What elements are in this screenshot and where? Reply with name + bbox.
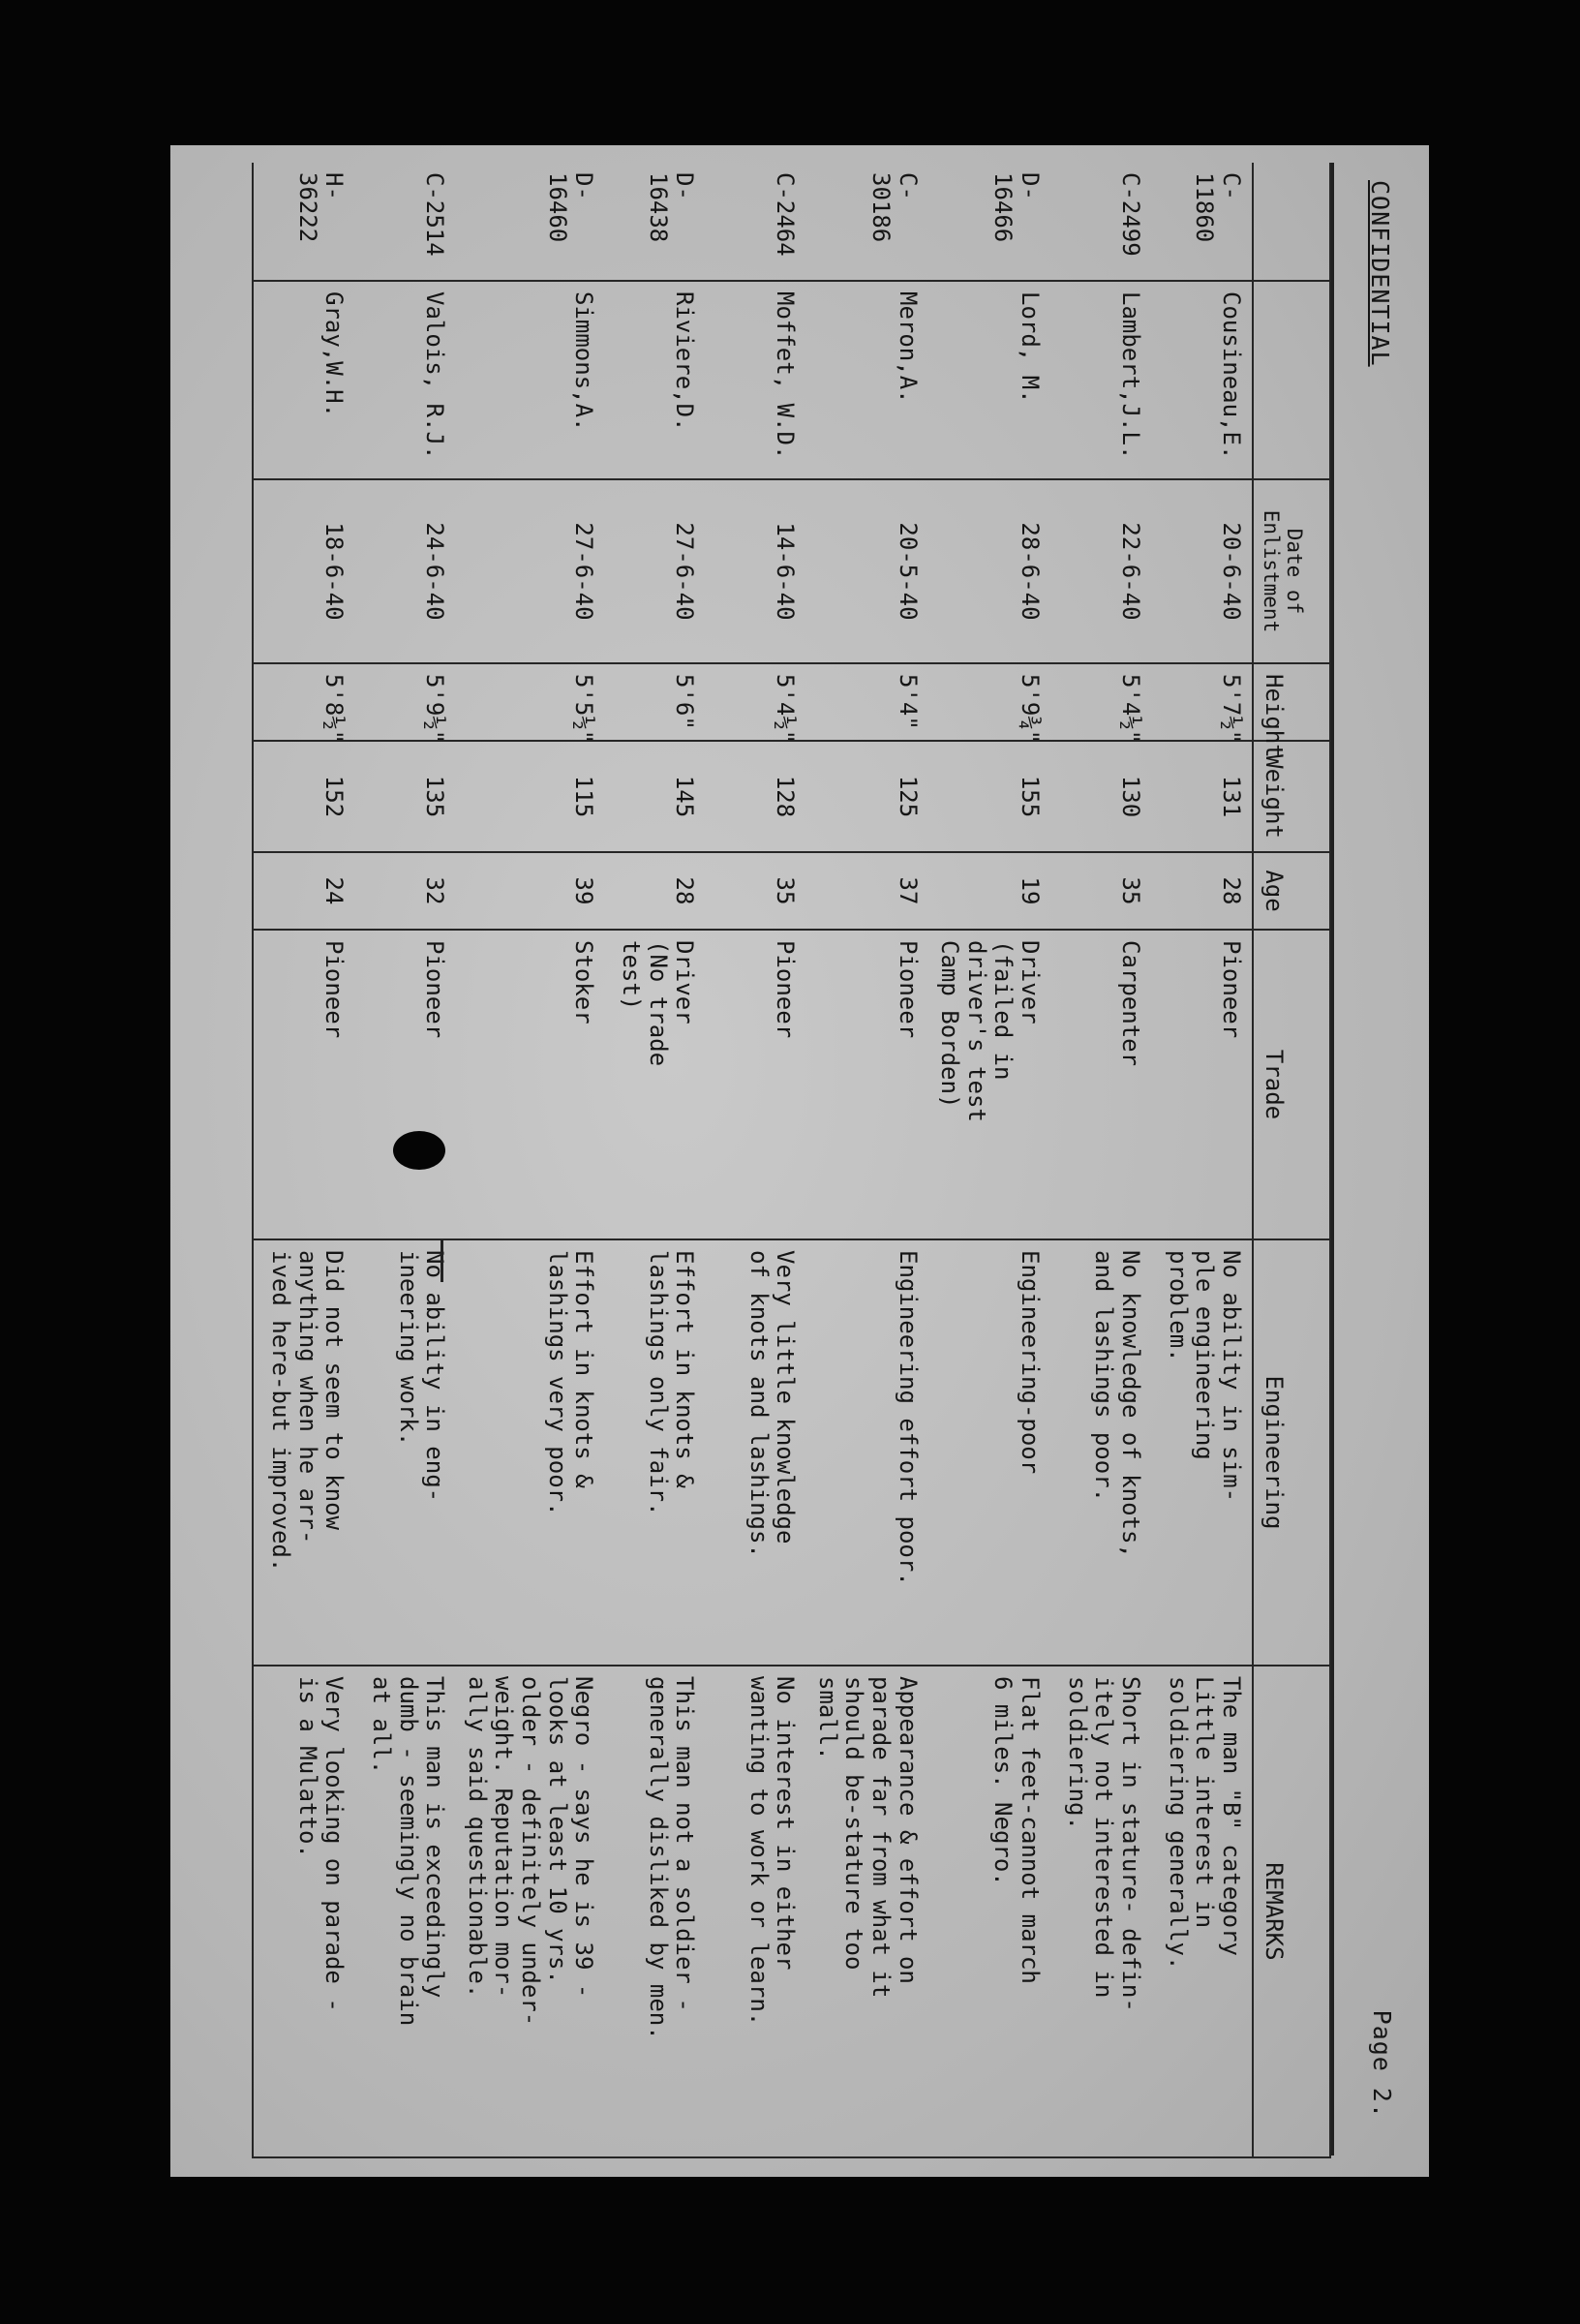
engineering-note: No knowledge of knots, and lashings poor. bbox=[1050, 1239, 1151, 1666]
remarks-note: No interest in either wanting to work or learn. bbox=[705, 1666, 805, 2157]
height-value: 5'7½" bbox=[1151, 663, 1253, 741]
ink-blot bbox=[393, 1131, 445, 1170]
soldier-name: Cousineau,E. bbox=[1151, 281, 1253, 479]
engineering-note: Engineering effort poor. bbox=[805, 1239, 927, 1666]
regimental-number: D-16438 bbox=[604, 163, 705, 281]
document-page bbox=[170, 145, 1429, 2177]
col-header-age: Age bbox=[1253, 852, 1330, 930]
soldier-name: Moffet, W.D. bbox=[705, 281, 805, 479]
table-row bbox=[1050, 163, 1151, 2157]
weight-value: 155 bbox=[928, 741, 1050, 852]
trade-value: Pioneer bbox=[1151, 930, 1253, 1239]
trade-value: Driver (failed in driver's test Camp Borden) bbox=[928, 930, 1050, 1239]
weight-value: 131 bbox=[1151, 741, 1253, 852]
height-value: 5'5½" bbox=[455, 663, 604, 741]
engineering-note: Very little knowledge of knots and lashings. bbox=[705, 1239, 805, 1666]
soldier-name: Riviere,D. bbox=[604, 281, 705, 479]
age-value: 24 bbox=[253, 852, 354, 930]
enlistment-date: 27-6-40 bbox=[455, 479, 604, 663]
table-row bbox=[705, 163, 805, 2157]
height-value: 5'9¾" bbox=[928, 663, 1050, 741]
page-number: Page 2. bbox=[1368, 2009, 1396, 2119]
soldier-name: Meron,A. bbox=[805, 281, 927, 479]
age-value: 28 bbox=[604, 852, 705, 930]
regimental-number: C-30186 bbox=[805, 163, 927, 281]
regimental-number: C-11860 bbox=[1151, 163, 1253, 281]
enlistment-date: 22-6-40 bbox=[1050, 479, 1151, 663]
weight-value: 130 bbox=[1050, 741, 1151, 852]
col-header-trade: Trade bbox=[1253, 930, 1330, 1239]
engineering-note: Did not seem to know anything when he arr- ived here-but improved. bbox=[253, 1239, 354, 1666]
trade-value: Pioneer bbox=[354, 930, 455, 1239]
enlistment-date: 20-5-40 bbox=[805, 479, 927, 663]
remarks-note: Short in stature- defin- itely not interested in soldiering. bbox=[1050, 1666, 1151, 2157]
regimental-number: H-36222 bbox=[253, 163, 354, 281]
age-value: 19 bbox=[928, 852, 1050, 930]
enlistment-date: 14-6-40 bbox=[705, 479, 805, 663]
weight-value: 145 bbox=[604, 741, 705, 852]
table-row bbox=[805, 163, 927, 2157]
weight-value: 115 bbox=[455, 741, 604, 852]
remarks-note: Negro - says he is 39 - looks at least 10 yrs. older - definitely under- weight. Reputation mor- ally said questionable. bbox=[455, 1666, 604, 2157]
regimental-number: D-16466 bbox=[928, 163, 1050, 281]
age-value: 35 bbox=[705, 852, 805, 930]
weight-value: 135 bbox=[354, 741, 455, 852]
enlistment-date: 27-6-40 bbox=[604, 479, 705, 663]
classification-label: CONFIDENTIAL bbox=[1366, 180, 1394, 367]
table-row bbox=[928, 163, 1050, 2157]
height-value: 5'4" bbox=[805, 663, 927, 741]
remarks-note: Appearance & effort on parade far from what it should be-stature too small. bbox=[805, 1666, 927, 2157]
age-value: 39 bbox=[455, 852, 604, 930]
soldier-name: Simmons,A. bbox=[455, 281, 604, 479]
age-value: 32 bbox=[354, 852, 455, 930]
enlistment-date: 24-6-40 bbox=[354, 479, 455, 663]
table-row bbox=[1151, 163, 1253, 2157]
trade-value: Carpenter bbox=[1050, 930, 1151, 1239]
remarks-note: The man "B" category Little interest in soldiering generally. bbox=[1151, 1666, 1253, 2157]
table-header-row bbox=[1253, 163, 1330, 2157]
height-value: 5'8½" bbox=[253, 663, 354, 741]
height-value: 5'4½" bbox=[1050, 663, 1151, 741]
weight-value: 152 bbox=[253, 741, 354, 852]
col-header-name bbox=[1253, 281, 1330, 479]
soldier-name: Lambert,J.L. bbox=[1050, 281, 1151, 479]
table-row bbox=[455, 163, 604, 2157]
col-header-enlistment: Date of Enlistment bbox=[1253, 479, 1330, 663]
col-header-weight: Weight bbox=[1253, 741, 1330, 852]
engineering-note: No ability in sim- ple engineering problem. bbox=[1151, 1239, 1253, 1666]
enlistment-date: 28-6-40 bbox=[928, 479, 1050, 663]
remarks-note: Very looking on parade - is a Mulatto. bbox=[253, 1666, 354, 2157]
age-value: 35 bbox=[1050, 852, 1151, 930]
remarks-note: This man is exceedingly dumb - seemingly no brain at all. bbox=[354, 1666, 455, 2157]
height-value: 5'4½" bbox=[705, 663, 805, 741]
remarks-note: Flat feet-cannot march 6 miles. Negro. bbox=[928, 1666, 1050, 2157]
col-header-engineering: Engineering bbox=[1253, 1239, 1330, 1666]
trade-value: Driver (No trade test) bbox=[604, 930, 705, 1239]
age-value: 28 bbox=[1151, 852, 1253, 930]
weight-value: 128 bbox=[705, 741, 805, 852]
age-value: 37 bbox=[805, 852, 927, 930]
table-row bbox=[253, 163, 354, 2157]
engineering-note: Effort in knots & lashings only fair. bbox=[604, 1239, 705, 1666]
trade-value: Pioneer bbox=[253, 930, 354, 1239]
regimental-number: C-2499 bbox=[1050, 163, 1151, 281]
top-rule bbox=[1331, 163, 1334, 2156]
soldier-name: Lord, M. bbox=[928, 281, 1050, 479]
stray-pen-mark bbox=[441, 1239, 443, 1282]
height-value: 5'9½" bbox=[354, 663, 455, 741]
enlistment-date: 18-6-40 bbox=[253, 479, 354, 663]
table-row bbox=[604, 163, 705, 2157]
weight-value: 125 bbox=[805, 741, 927, 852]
col-header-number bbox=[1253, 163, 1330, 281]
col-header-remarks: REMARKS bbox=[1253, 1666, 1330, 2157]
trade-value: Stoker bbox=[455, 930, 604, 1239]
engineering-note: Effort in knots & lashings very poor. bbox=[455, 1239, 604, 1666]
regimental-number: C-2514 bbox=[354, 163, 455, 281]
regimental-number: C-2464 bbox=[705, 163, 805, 281]
remarks-note: This man not a soldier - generally disliked by men. bbox=[604, 1666, 705, 2157]
engineering-note: Engineering-poor bbox=[928, 1239, 1050, 1666]
soldier-name: Valois, R.J. bbox=[354, 281, 455, 479]
enlistment-date: 20-6-40 bbox=[1151, 479, 1253, 663]
regimental-number: D-16460 bbox=[455, 163, 604, 281]
col-header-height: Height bbox=[1253, 663, 1330, 741]
engineering-note: No ability in eng- ineering work. bbox=[354, 1239, 455, 1666]
rotated-sheet bbox=[170, 145, 1429, 2177]
height-value: 5'6" bbox=[604, 663, 705, 741]
trade-value: Pioneer bbox=[805, 930, 927, 1239]
trade-value: Pioneer bbox=[705, 930, 805, 1239]
soldier-name: Gray,W.H. bbox=[253, 281, 354, 479]
